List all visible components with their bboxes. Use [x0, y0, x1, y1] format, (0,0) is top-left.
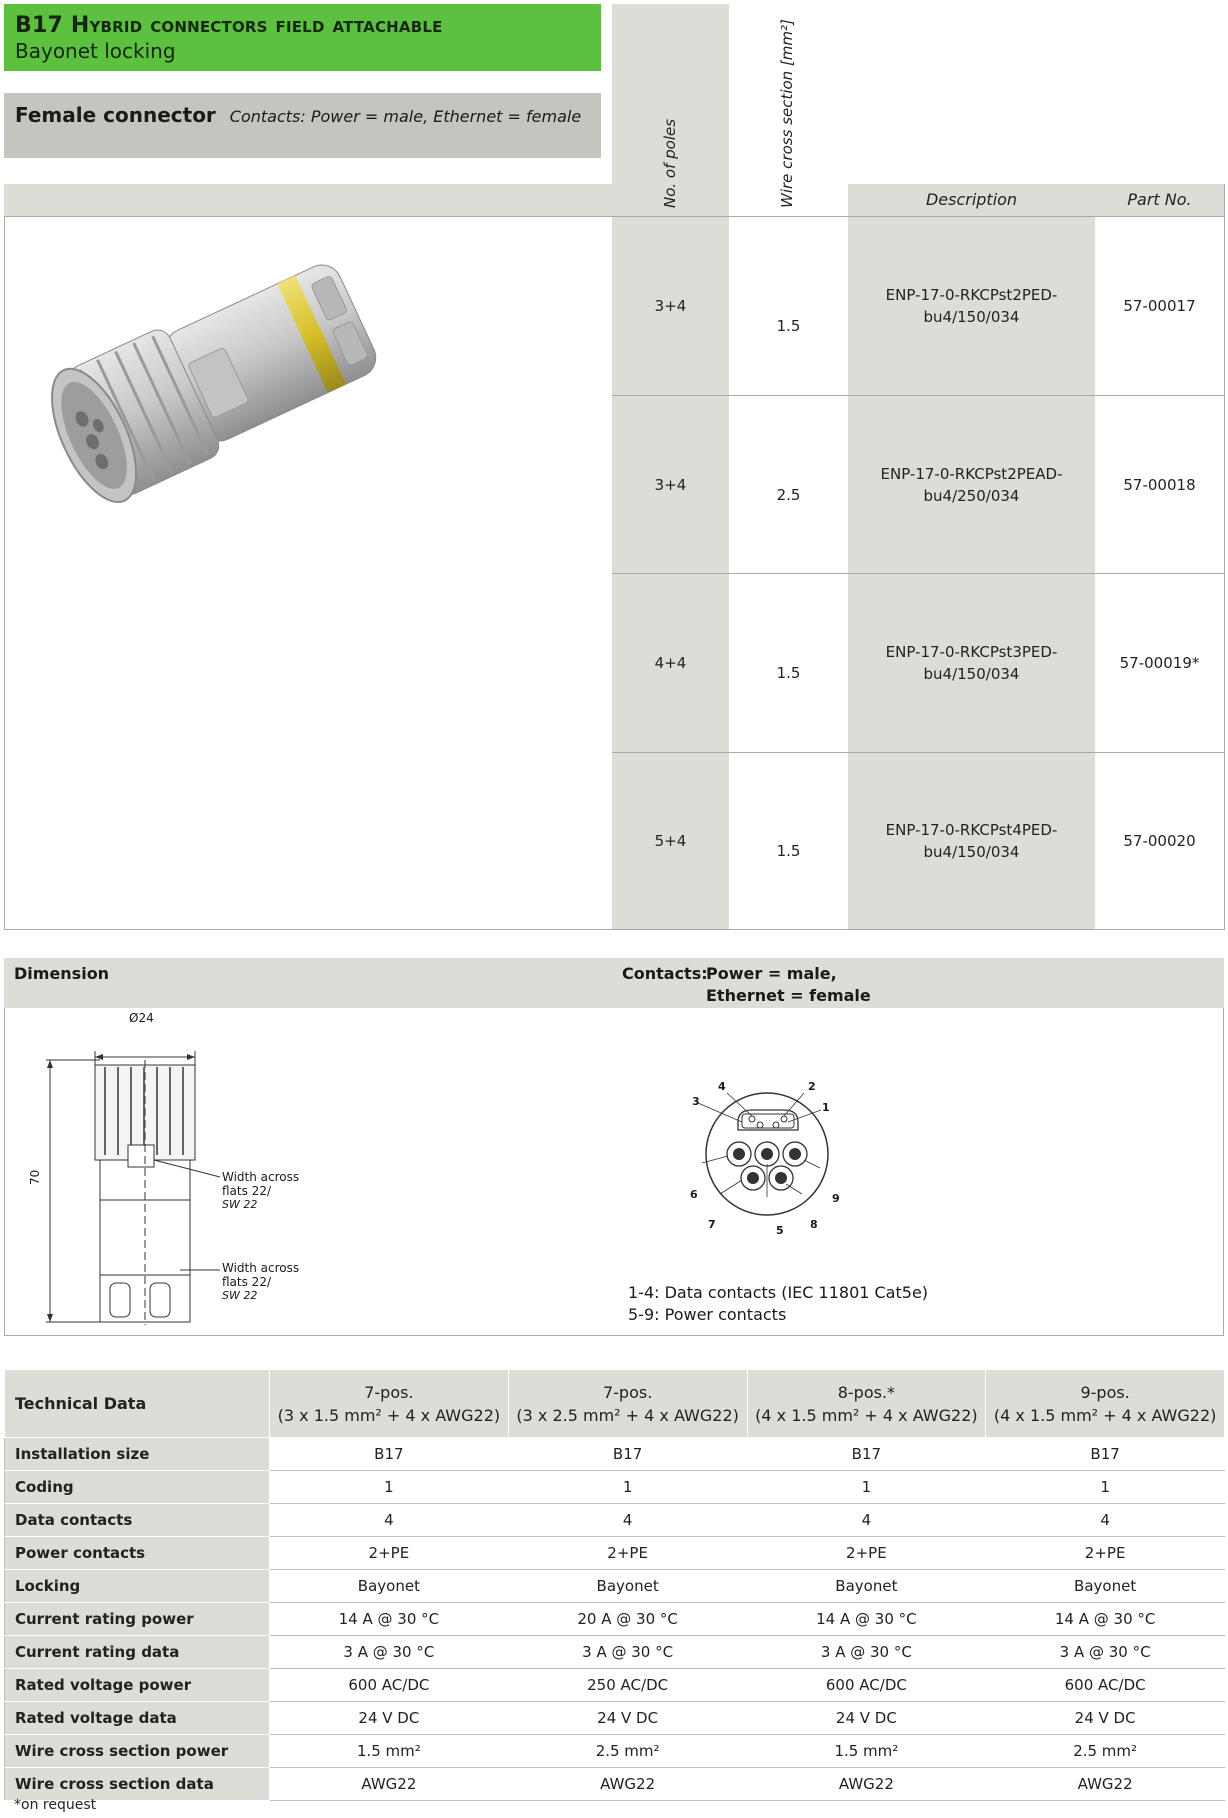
flats-text: Width across	[222, 1261, 300, 1275]
tech-cell: 14 A @ 30 °C	[270, 1603, 509, 1636]
contacts-line-2: Ethernet = female	[706, 986, 871, 1005]
desc-cell	[848, 753, 1095, 929]
tech-cell: 1	[986, 1471, 1225, 1504]
tech-cell: B17	[747, 1438, 986, 1471]
footnote: *on request	[14, 1797, 97, 1813]
desc-line: ENP-17-0-RKCPst2PEAD-	[880, 464, 1063, 483]
tech-cell: 2+PE	[508, 1537, 747, 1570]
desc-line: bu4/150/034	[923, 843, 1020, 861]
tech-row-label: Current rating data	[5, 1636, 270, 1669]
tech-cell: 250 AC/DC	[508, 1669, 747, 1702]
tech-cell: AWG22	[986, 1768, 1225, 1801]
tech-cell: Bayonet	[508, 1570, 747, 1603]
title-banner	[4, 4, 601, 71]
tech-col-header	[508, 1370, 747, 1438]
technical-data-table	[4, 1369, 1225, 1801]
flats-note-1	[222, 1170, 299, 1212]
desc-cell	[848, 396, 1095, 573]
col-line: 7-pos.	[602, 1382, 653, 1402]
tech-cell: 2.5 mm²	[508, 1735, 747, 1768]
col-line: (3 x 2.5 mm² + 4 x AWG22)	[516, 1405, 739, 1425]
tech-cell: 20 A @ 30 °C	[508, 1603, 747, 1636]
desc-header: Description	[925, 190, 1018, 209]
tech-cell: 24 V DC	[986, 1702, 1225, 1735]
desc-line: ENP-17-0-RKCPst2PED-	[885, 286, 1058, 304]
tech-cell: 4	[747, 1504, 986, 1537]
pin-label-7: 7	[708, 1218, 716, 1231]
col-line: 7-pos.	[364, 1382, 414, 1402]
rule	[4, 216, 5, 930]
dimension-bar	[4, 958, 1224, 1008]
tech-cell: Bayonet	[747, 1570, 986, 1603]
tech-header-row	[5, 1370, 1225, 1438]
tech-cell: B17	[270, 1438, 509, 1471]
tech-cell: 1	[270, 1471, 509, 1504]
tech-row	[5, 1603, 1225, 1636]
tech-cell: 4	[508, 1504, 747, 1537]
col-line: 8-pos.*	[837, 1382, 896, 1402]
wire-cell: 1.5	[776, 317, 801, 335]
desc-cell	[848, 217, 1095, 395]
tech-row	[5, 1537, 1225, 1570]
tech-cell: 14 A @ 30 °C	[986, 1603, 1225, 1636]
tech-cell: 2+PE	[270, 1537, 509, 1570]
flats-text: SW 22	[222, 1289, 258, 1302]
poles-cell: 3+4	[654, 475, 687, 494]
tech-cell: 600 AC/DC	[747, 1669, 986, 1702]
tech-row-label: Wire cross section power	[5, 1735, 270, 1768]
page-title: B17 Hybrid connectors field attachable	[15, 13, 443, 38]
col-line: (4 x 1.5 mm² + 4 x AWG22)	[993, 1405, 1217, 1425]
tech-row	[5, 1570, 1225, 1603]
tech-cell: 24 V DC	[747, 1702, 986, 1735]
pin-label-8: 8	[810, 1218, 818, 1231]
tech-col-header	[270, 1370, 509, 1438]
desc-line: bu4/250/034	[923, 486, 1020, 505]
part-cell: 57-00020	[1123, 832, 1196, 850]
wire-cell: 2.5	[776, 485, 801, 504]
poles-header: No. of poles	[661, 118, 679, 208]
flats-text: flats 22/	[222, 1275, 271, 1289]
desc-line: bu4/150/034	[923, 665, 1020, 683]
flats-note-2	[222, 1261, 299, 1303]
tech-cell: AWG22	[747, 1768, 986, 1801]
page-subtitle: Bayonet locking	[15, 39, 176, 63]
wire-cell: 1.5	[776, 842, 801, 860]
pin-legend-power: 5-9: Power contacts	[628, 1305, 787, 1324]
tech-cell: 1.5 mm²	[270, 1735, 509, 1768]
tech-row	[5, 1768, 1225, 1801]
contacts-label: Contacts:	[622, 964, 708, 983]
part-cell: 57-00018	[1123, 475, 1196, 494]
tech-cell: AWG22	[508, 1768, 747, 1801]
flats-text: flats 22/	[222, 1184, 271, 1198]
tech-col-header	[986, 1370, 1225, 1438]
tech-row-label: Rated voltage data	[5, 1702, 270, 1735]
tech-cell: B17	[986, 1438, 1225, 1471]
pin-label-6: 6	[690, 1188, 698, 1201]
desc-line: ENP-17-0-RKCPst4PED-	[885, 821, 1058, 839]
tech-cell: 600 AC/DC	[270, 1669, 509, 1702]
col-line: 9-pos.	[1080, 1382, 1130, 1402]
pin-label-2: 2	[808, 1080, 816, 1093]
tech-row	[5, 1438, 1225, 1471]
desc-line: bu4/150/034	[923, 308, 1020, 326]
tech-row	[5, 1669, 1225, 1702]
tech-row-label: Current rating power	[5, 1603, 270, 1636]
tech-row-label: Rated voltage power	[5, 1669, 270, 1702]
tech-row	[5, 1471, 1225, 1504]
rule	[1224, 184, 1225, 930]
tech-header-label: Technical Data	[5, 1370, 270, 1438]
diameter-label: Ø24	[129, 1011, 154, 1025]
pin-label-1: 1	[822, 1101, 830, 1114]
tech-cell: 1	[508, 1471, 747, 1504]
header-band	[4, 184, 612, 216]
tech-cell: AWG22	[270, 1768, 509, 1801]
flats-text: Width across	[222, 1170, 300, 1184]
rule	[4, 929, 1224, 930]
tech-cell: 24 V DC	[508, 1702, 747, 1735]
col-line: (3 x 1.5 mm² + 4 x AWG22)	[277, 1405, 501, 1425]
wire-header: Wire cross section [mm²]	[778, 19, 796, 208]
tech-cell: B17	[508, 1438, 747, 1471]
tech-row-label: Data contacts	[5, 1504, 270, 1537]
tech-row-label: Locking	[5, 1570, 270, 1603]
tech-cell: 1	[747, 1471, 986, 1504]
connector-image	[14, 235, 414, 535]
tech-row-label: Coding	[5, 1471, 270, 1504]
pin-label-3: 3	[692, 1095, 700, 1108]
dimension-label: Dimension	[14, 964, 110, 983]
desc-cell	[848, 574, 1095, 752]
tech-cell: 4	[986, 1504, 1225, 1537]
tech-row-label: Power contacts	[5, 1537, 270, 1570]
poles-cell: 4+4	[654, 654, 687, 672]
contacts-line-1: Power = male,	[706, 964, 837, 983]
tech-cell: Bayonet	[986, 1570, 1225, 1603]
tech-cell: 3 A @ 30 °C	[270, 1636, 509, 1669]
tech-row	[5, 1636, 1225, 1669]
tech-cell: 3 A @ 30 °C	[986, 1636, 1225, 1669]
tech-cell: 600 AC/DC	[986, 1669, 1225, 1702]
tech-cell: 2+PE	[986, 1537, 1225, 1570]
tech-row-label: Installation size	[5, 1438, 270, 1471]
tech-cell: 3 A @ 30 °C	[747, 1636, 986, 1669]
tech-cell: 3 A @ 30 °C	[508, 1636, 747, 1669]
pin-label-4: 4	[718, 1080, 726, 1093]
tech-cell: 2.5 mm²	[986, 1735, 1225, 1768]
tech-cell: 14 A @ 30 °C	[747, 1603, 986, 1636]
tech-cell: 2+PE	[747, 1537, 986, 1570]
part-header: Part No.	[1127, 190, 1192, 209]
tech-row-label: Wire cross section data	[5, 1768, 270, 1801]
pin-legend-data: 1-4: Data contacts (IEC 11801 Cat5e)	[628, 1283, 929, 1302]
tech-row	[5, 1504, 1225, 1537]
section-title: Female connector	[15, 103, 216, 127]
flats-text: SW 22	[222, 1198, 258, 1211]
height-label: 70	[28, 1169, 42, 1185]
tech-cell: Bayonet	[270, 1570, 509, 1603]
poles-cell: 5+4	[654, 832, 687, 850]
pin-label-5: 5	[776, 1224, 784, 1237]
part-cell: 57-00019*	[1119, 654, 1200, 672]
tech-cell: 1.5 mm²	[747, 1735, 986, 1768]
tech-cell: 4	[270, 1504, 509, 1537]
col-line: (4 x 1.5 mm² + 4 x AWG22)	[755, 1405, 978, 1425]
tech-row	[5, 1702, 1225, 1735]
wire-cell: 1.5	[776, 664, 801, 682]
pin-layout-diagram	[680, 1072, 860, 1252]
tech-row	[5, 1735, 1225, 1768]
poles-cell: 3+4	[654, 297, 687, 315]
tech-col-header	[747, 1370, 986, 1438]
pin-label-9: 9	[832, 1192, 840, 1205]
desc-line: ENP-17-0-RKCPst3PED-	[885, 643, 1058, 661]
section-banner	[4, 93, 601, 158]
section-note: Contacts: Power = male, Ethernet = female	[229, 107, 582, 126]
tech-cell: 24 V DC	[270, 1702, 509, 1735]
part-cell: 57-00017	[1123, 297, 1196, 315]
